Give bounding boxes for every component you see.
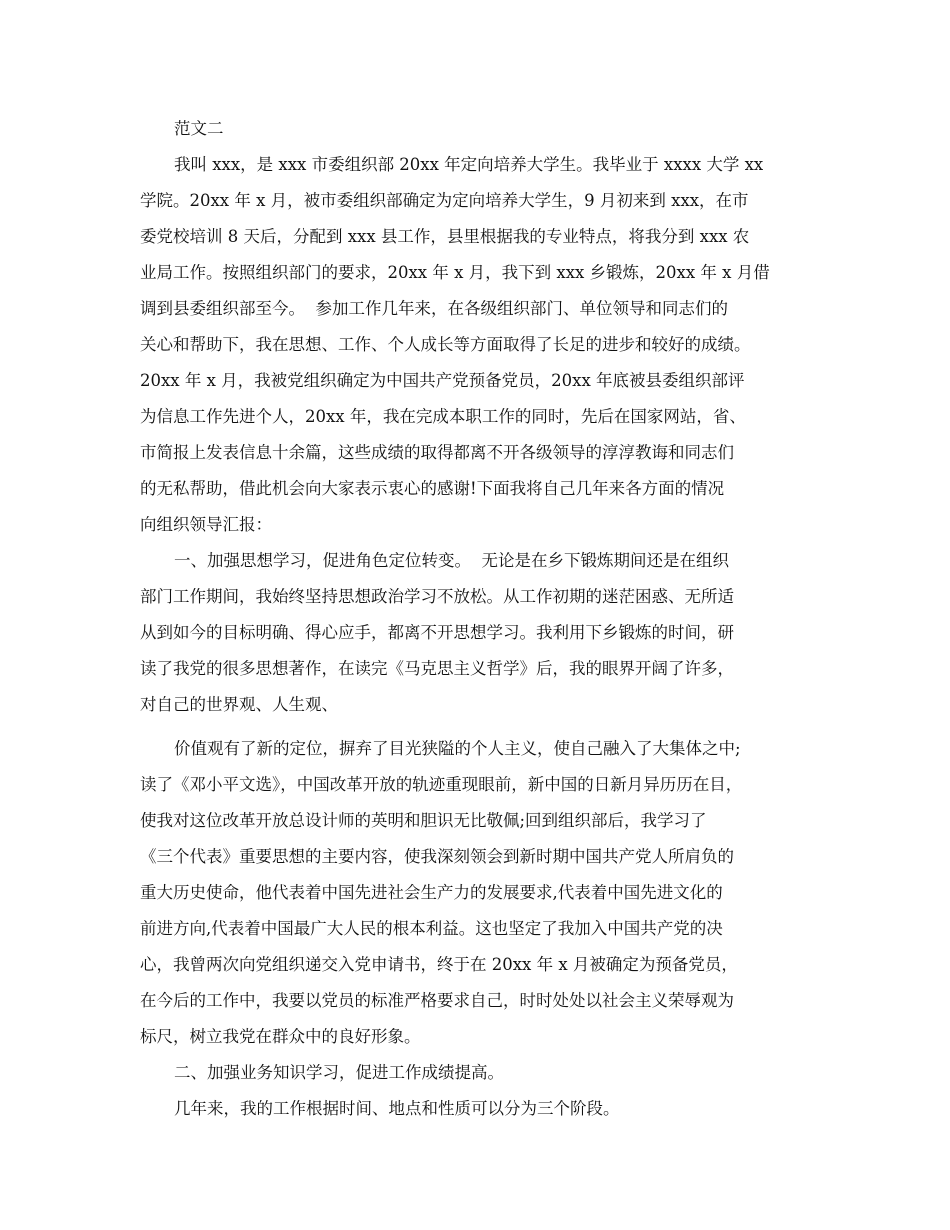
paragraph-line: 读了《邓小平文选》，中国改革开放的轨迹重现眼前，新中国的日新月异历历在目， [140,775,743,794]
paragraph-line: 市简报上发表信息十余篇，这些成绩的取得都离不开各级领导的淳淳教诲和同志们 [140,443,734,462]
paragraph-line: 关心和帮助下，我在思想、工作、个人成长等方面取得了长足的进步和较好的成绩。 [140,335,751,354]
paragraph-line: 心，我曾两次向党组织递交入党申请书，终于在 20xx 年 x 月被确定为预备党员， [140,955,738,974]
paragraph-line: 《三个代表》重要思想的主要内容，使我深刻领会到新时期中国共产党人所肩负的 [140,847,734,866]
paragraph-line: 从到如今的目标明确、得心应手，都离不开思想学习。我利用下乡锻炼的时间，研 [140,623,734,642]
paragraph-line: 为信息工作先进个人，20xx 年，我在完成本职工作的同时，先后在国家网站，省、 [140,407,746,426]
section-heading: 一、加强思想学习，促进角色定位转变。 无论是在乡下锻炼期间还是在组织 [174,551,729,570]
paragraph-line: 委党校培训 8 天后，分配到 xxx 县工作，县里根据我的专业特点，将我分到 xxx 农 [140,227,750,246]
paragraph-line: 读了我党的很多思想著作，在读完《马克思主义哲学》后，我的眼界开阔了许多， [140,659,734,678]
section-heading: 范文二 [174,119,224,138]
paragraph-line: 业局工作。按照组织部门的要求，20xx 年 x 月，我下到 xxx 乡锻炼，20xx 年 x 月借 [140,263,770,282]
paragraph-line: 前进方向,代表着中国最广大人民的根本利益。这也坚定了我加入中国共产党的决 [140,919,723,938]
paragraph-line: 对自己的世界观、人生观、 [140,695,338,714]
paragraph-line: 使我对这位改革开放总设计师的英明和胆识无比敬佩;回到组织部后，我学习了 [140,811,707,830]
paragraph-line: 我叫 xxx，是 xxx 市委组织部 20xx 年定向培养大学生。我毕业于 xxxx 大学 xx [174,155,764,174]
section-heading: 二、加强业务知识学习，促进工作成绩提高。 [174,1063,504,1082]
paragraph-line: 几年来，我的工作根据时间、地点和性质可以分为三个阶段。 [174,1099,620,1118]
paragraph-line: 调到县委组织部至今。 参加工作几年来，在各级组织部门、单位领导和同志们的 [140,299,728,318]
paragraph-line: 学院。20xx 年 x 月，被市委组织部确定为定向培养大学生，9 月初来到 xxx，在市 [140,191,749,210]
paragraph-line: 向组织领导汇报： [140,515,272,534]
paragraph-line: 价值观有了新的定位，摒弃了目光狭隘的个人主义，使自己融入了大集体之中; [174,739,741,758]
paragraph-line: 在今后的工作中，我要以党员的标准严格要求自己，时时处处以社会主义荣辱观为 [140,991,734,1010]
paragraph-line: 20xx 年 x 月，我被党组织确定为中国共产党预备党员，20xx 年底被县委组织部评 [140,371,745,390]
paragraph-line: 部门工作期间，我始终坚持思想政治学习不放松。从工作初期的迷茫困惑、无所适 [140,587,734,606]
paragraph-line: 重大历史使命，他代表着中国先进社会生产力的发展要求,代表着中国先进文化的 [140,883,723,902]
paragraph-line: 标尺，树立我党在群众中的良好形象。 [140,1027,421,1046]
paragraph-line: 的无私帮助，借此机会向大家表示衷心的感谢!下面我将自己几年来各方面的情况 [140,479,725,498]
